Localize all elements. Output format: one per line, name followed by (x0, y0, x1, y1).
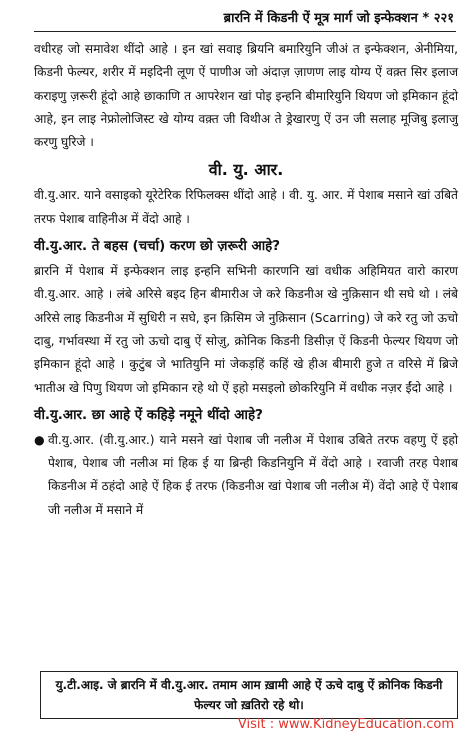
subheading-what-is: वी.यु.आर. छा आहे ऐं कहिड़े नमूने थींदो आहे? (34, 407, 263, 423)
page-number: * २२१ (422, 11, 454, 26)
header-rule (34, 31, 456, 32)
paragraph-explanation: वी.यु.आर. (वी.यु.आर.) याने मसने खां पेशाब जी नलीअ में पेशाब उबिते तरफ वहणु ऐं इहो पेशाब, पेशाब जी नलीअ मां हिक ई या ब्रिन्ही किडनियुनि में वेंदो आहे । रवाजी तरह पेशाब किडनीअ में ठहंदो आहे ऐं हिक ई तरफ (किडनीअ खां पेशाब जी नलीअ में) वेंदो आहे ऐं पेशाब जी नलीअ में मसाने में (48, 432, 458, 517)
page-header (224, 8, 454, 26)
bullet-icon: ● (34, 432, 45, 447)
header-title: ब्रारनि में किडनी ऐं मूत्र मार्ग जो इन्फेक्शन (223, 11, 418, 26)
paragraph-intro: वधीरह जो समावेश थींदो आहे । इन खां सवाइ ब्रियनि बमारियुनि जीअं त इन्फेक्शन, अेनीमिया, किडनी फेल्यर, शरीर में मइदिनी लूण ऐं पाणीअ जो अंदाज़ ज़ाणण लाइ योग्य ऐं वक़्त सिर इलाज कराइणु ज़रूरी हूंदो आहे छाकाणि त आपरेशन खां पोइ इन्हनि बीमारियुनि थियण जो इमिकान हूंदो आहे, इन लाइ नेफ्रोलोजिस्ट खे योग्य वक़्त जी विथीअ ते ड्रेखारणु ऐं उन जी सलाह मूजिबु इलाजु करणु घुरिजे । (34, 42, 458, 150)
highlight-box: यु.टी.आइ. जे ब्रारनि में वी.यु.आर. तमाम आम ख़ामी आहे ऐं ऊचे दाबु ऐं क्रोनिक किडनी फेल्यर जो ख़तिरो रहे थो। (40, 671, 458, 719)
footer-url[interactable]: Visit : www.KidneyEducation.com (237, 717, 454, 732)
page-body (34, 38, 458, 522)
paragraph-importance: ब्रारनि में पेशाब में इन्फेक्शन लाइ इन्हनि सभिनी कारणनि खां वधीक अहिमियत वारो कारण वी.यु.आर. आहे । लंबे अरिसे बइद हिन बीमारीअ जे करे किडनीअ खे नुक़िसान थी सघे थो । लंबे अरिसे लाइ किडनीअ में सुधिरी न सघे, इन क़िसिम जे नुक़िसान (Scarring) जे करे रतु जो ऊचो दाबु, गर्भावस्था में रतु जो ऊचो दाबु ऐं सोज़ु, क्रोनिक किडनी डिसीज़ ऐं किडनी फेल्यर थियण जो इमिकान हूंदो आहे । कुटुंब जे भातियुनि मां जेकड़हिं कहिं खे हीअ बीमारी हुजे त वरिसे में ब्रिजे भातीअ खे पिणु थियण जो इमिकान रहे थो ऐं इहो मसइलो छोकरियुनि में वधीक नज़र ईंदो आहे । (34, 264, 458, 395)
section-heading-vur: वी. यु. आर. (208, 160, 284, 180)
subheading-why-discuss: वी.यु.आर. ते बहस (चर्चा) करण छो ज़रूरी आहे? (34, 239, 281, 255)
paragraph-vur-definition: वी.यु.आर. याने वसाइको यूरेटेरिक रिफिलक्स थींदो आहे । वी. यु. आर. में पेशाब मसाने खां उबिते तरफ पेशाब वाहिनीअ में वेंदो आहे । (34, 188, 458, 226)
bullet-item (34, 429, 458, 522)
